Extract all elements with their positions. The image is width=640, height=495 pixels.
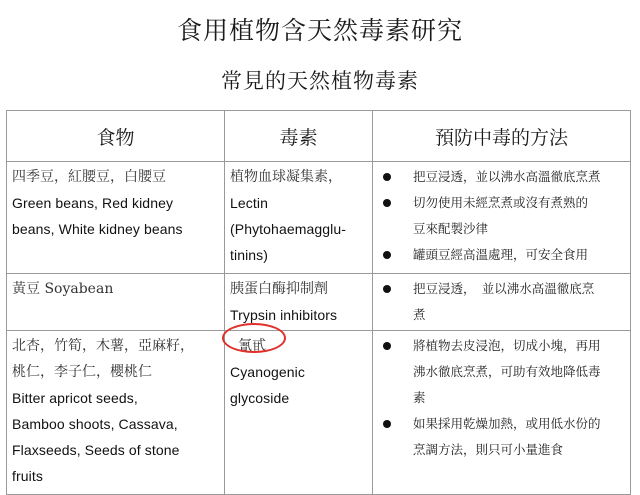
food-line: 桃仁，李子仁，櫻桃仁 bbox=[12, 364, 152, 380]
document-subtitle: 常見的天然植物毒素 bbox=[221, 69, 419, 93]
table-row bbox=[7, 331, 631, 495]
toxin-line: Cyanogenic bbox=[230, 364, 305, 380]
table-row bbox=[7, 162, 631, 274]
bullet-icon bbox=[383, 420, 391, 428]
prevention-cell bbox=[373, 274, 631, 331]
toxin-line: (Phytohaemagglu- bbox=[230, 221, 346, 237]
toxin-cell bbox=[225, 162, 373, 274]
prevention-line: 罐頭豆經高溫處理，可安全食用 bbox=[413, 247, 589, 262]
toxin-cell bbox=[225, 331, 373, 495]
prevention-line: 素 bbox=[413, 390, 426, 405]
food-line: beans, White kidney beans bbox=[12, 221, 183, 237]
food-line: Bitter apricot seeds, bbox=[12, 390, 138, 406]
toxin-line: glycoside bbox=[230, 390, 290, 406]
header-toxin: 毒素 bbox=[225, 111, 373, 162]
table-row bbox=[7, 274, 631, 331]
document-title: 食用植物含天然毒素研究 bbox=[176, 16, 463, 45]
bullet-icon bbox=[383, 173, 391, 181]
bullet-icon bbox=[383, 285, 391, 293]
toxin-line: Lectin bbox=[230, 195, 268, 211]
prevention-line: 把豆浸透，並以沸水高溫徹底烹煮 bbox=[413, 169, 601, 184]
prevention-line: 烹調方法，則只可小量進食 bbox=[413, 442, 564, 457]
toxins-table bbox=[6, 110, 631, 495]
header-prevention: 預防中毒的方法 bbox=[373, 111, 631, 162]
prevention-item bbox=[379, 276, 626, 328]
bullet-icon bbox=[383, 342, 391, 350]
prevention-line: 如果採用乾燥加熱，或用低水份的 bbox=[413, 416, 601, 431]
toxin-cell bbox=[225, 274, 373, 331]
food-line: Flaxseeds, Seeds of stone bbox=[12, 442, 180, 458]
toxin-line: 胰蛋白酶抑制劑 bbox=[230, 281, 328, 297]
food-line: fruits bbox=[12, 468, 43, 484]
prevention-line: 把豆浸透， 並以沸水高溫徹底烹 bbox=[413, 281, 595, 296]
food-line: Bamboo shoots, Cassava, bbox=[12, 416, 178, 432]
prevention-line: 煮 bbox=[413, 307, 426, 322]
food-cell bbox=[7, 274, 225, 331]
prevention-cell bbox=[373, 162, 631, 274]
food-cell bbox=[7, 331, 225, 495]
toxin-line: 植物血球凝集素， bbox=[230, 169, 342, 185]
toxin-line: 氰甙 bbox=[238, 338, 266, 354]
prevention-line: 切勿使用未經烹煮或沒有煮熟的 bbox=[413, 195, 589, 210]
toxin-line: Trypsin inhibitors bbox=[230, 307, 338, 323]
food-line: 北杏，竹筍，木薯，亞麻籽， bbox=[12, 338, 194, 354]
header-food: 食物 bbox=[7, 111, 225, 162]
prevention-item bbox=[379, 333, 626, 411]
prevention-line: 將植物去皮浸泡，切成小塊，再用 bbox=[413, 338, 601, 353]
prevention-line: 沸水徹底烹煮，可助有效地降低毒 bbox=[413, 364, 601, 379]
food-line: 黃豆 Soyabean bbox=[12, 281, 114, 297]
food-cell bbox=[7, 162, 225, 274]
food-line: 四季豆，紅腰豆，白腰豆 bbox=[12, 169, 166, 185]
bullet-icon bbox=[383, 199, 391, 207]
prevention-item bbox=[379, 190, 626, 242]
prevention-cell bbox=[373, 331, 631, 495]
toxin-line: tinins) bbox=[230, 247, 269, 263]
prevention-item bbox=[379, 164, 626, 190]
food-line: Green beans, Red kidney bbox=[12, 195, 174, 211]
prevention-item bbox=[379, 411, 626, 463]
prevention-line: 豆來配製沙律 bbox=[413, 221, 489, 236]
table-header-row bbox=[7, 111, 631, 162]
bullet-icon bbox=[383, 251, 391, 259]
prevention-item bbox=[379, 242, 626, 268]
